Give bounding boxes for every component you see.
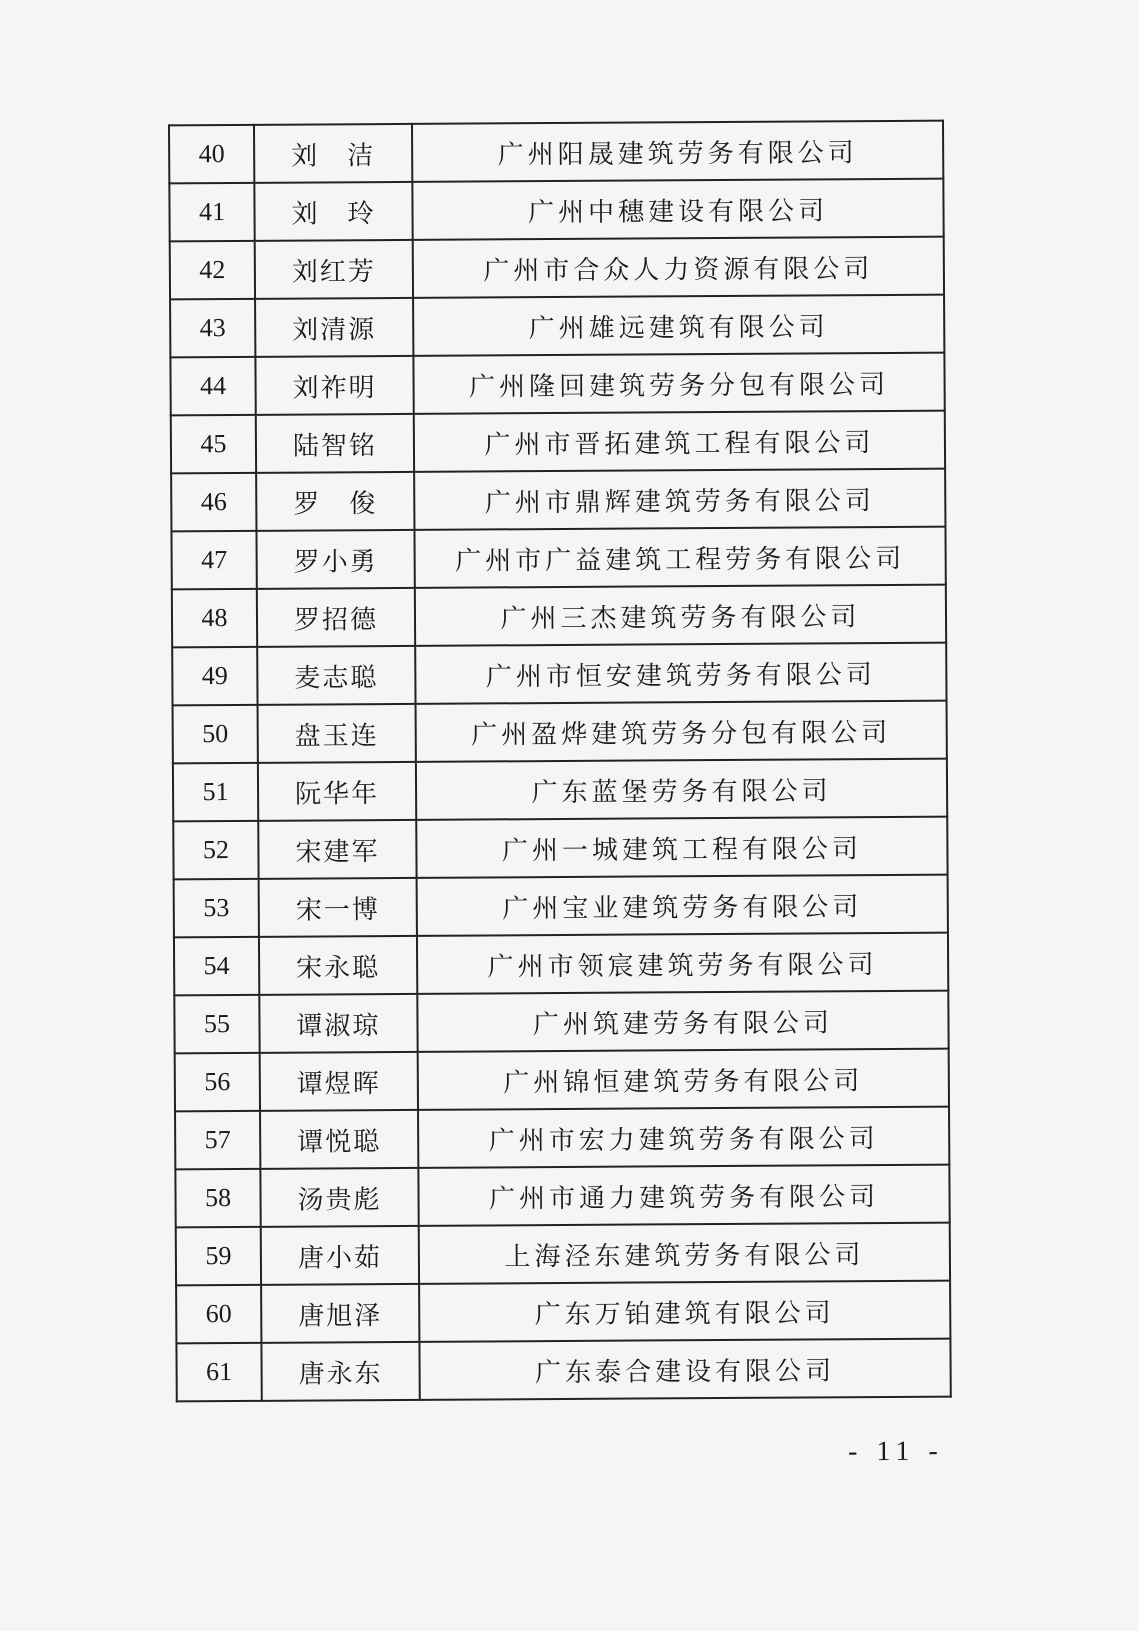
company-name: 广州锦恒建筑劳务有限公司 (418, 1049, 949, 1110)
table-row (170, 295, 944, 358)
company-name: 广州宝业建筑劳务有限公司 (417, 875, 948, 936)
company-name: 广州市宏力建筑劳务有限公司 (418, 1107, 949, 1168)
table-row (171, 527, 945, 590)
table-row (170, 237, 944, 300)
row-number: 50 (173, 705, 258, 764)
table-row (176, 1281, 950, 1344)
person-name: 罗小勇 (256, 530, 414, 589)
person-name: 盘玉连 (258, 704, 416, 763)
row-number: 46 (171, 473, 256, 532)
row-number: 60 (176, 1285, 261, 1344)
person-name: 唐旭泽 (261, 1284, 419, 1343)
row-number: 41 (169, 183, 254, 242)
person-name: 宋建军 (258, 820, 416, 879)
company-name: 广州阳晟建筑劳务有限公司 (412, 121, 943, 182)
person-name: 刘红芳 (255, 240, 413, 299)
company-name: 广东万铂建筑有限公司 (419, 1281, 950, 1342)
row-number: 56 (175, 1053, 260, 1112)
roster-table (168, 120, 952, 1403)
table-row (174, 991, 948, 1054)
person-name: 汤贵彪 (260, 1168, 418, 1227)
company-name: 广州隆回建筑劳务分包有限公司 (413, 353, 944, 414)
table-row (173, 701, 947, 764)
row-number: 42 (170, 241, 255, 300)
table-row (175, 1049, 949, 1112)
row-number: 48 (172, 589, 257, 648)
company-name: 广州市晋拓建筑工程有限公司 (414, 411, 945, 472)
company-name: 广州市通力建筑劳务有限公司 (418, 1165, 949, 1226)
company-name: 广州筑建劳务有限公司 (417, 991, 948, 1052)
page-number: - 11 - (848, 1435, 944, 1468)
table-row (176, 1339, 950, 1402)
row-number: 57 (175, 1111, 260, 1170)
company-name: 上海泾东建筑劳务有限公司 (419, 1223, 950, 1284)
row-number: 47 (171, 531, 256, 590)
person-name: 刘祚明 (255, 356, 413, 415)
person-name: 谭淑琼 (259, 994, 417, 1053)
company-name: 广州市鼎辉建筑劳务有限公司 (414, 469, 945, 530)
company-name: 广州市合众人力资源有限公司 (413, 237, 944, 298)
table-row (171, 411, 945, 474)
company-name: 广东泰合建设有限公司 (419, 1339, 950, 1400)
person-name: 罗 俊 (256, 472, 414, 531)
person-name: 宋永聪 (259, 936, 417, 995)
row-number: 44 (170, 357, 255, 416)
company-name: 广州市领宸建筑劳务有限公司 (417, 933, 948, 994)
row-number: 43 (170, 299, 255, 358)
table-row (174, 933, 948, 996)
person-name: 刘 洁 (254, 124, 412, 183)
person-name: 唐小茹 (261, 1226, 419, 1285)
company-name: 广州一城建筑工程有限公司 (416, 817, 947, 878)
row-number: 54 (174, 937, 259, 996)
table-row (174, 875, 948, 938)
row-number: 52 (173, 821, 258, 880)
row-number: 59 (176, 1227, 261, 1286)
roster-table-body (169, 121, 951, 1402)
row-number: 49 (172, 647, 257, 706)
row-number: 53 (174, 879, 259, 938)
table-row (173, 759, 947, 822)
row-number: 61 (176, 1343, 261, 1402)
table-row (170, 353, 944, 416)
person-name: 阮华年 (258, 762, 416, 821)
row-number: 55 (174, 995, 259, 1054)
person-name: 宋一博 (259, 878, 417, 937)
company-name: 广州市广益建筑工程劳务有限公司 (414, 527, 945, 588)
person-name: 谭悦聪 (260, 1110, 418, 1169)
person-name: 麦志聪 (257, 646, 415, 705)
table-row (169, 121, 943, 184)
person-name: 陆智铭 (256, 414, 414, 473)
company-name: 广州三杰建筑劳务有限公司 (415, 585, 946, 646)
table-row (171, 469, 945, 532)
table-row (172, 643, 946, 706)
company-name: 广州中穗建设有限公司 (412, 179, 943, 240)
row-number: 40 (169, 125, 254, 184)
company-name: 广州雄远建筑有限公司 (413, 295, 944, 356)
table-row (176, 1223, 950, 1286)
person-name: 谭煜晖 (260, 1052, 418, 1111)
person-name: 罗招德 (257, 588, 415, 647)
company-name: 广州市恒安建筑劳务有限公司 (415, 643, 946, 704)
table-row (169, 179, 943, 242)
table-row (173, 817, 947, 880)
row-number: 51 (173, 763, 258, 822)
row-number: 58 (175, 1169, 260, 1228)
table-row (175, 1165, 949, 1228)
company-name: 广东蓝堡劳务有限公司 (416, 759, 947, 820)
person-name: 刘清源 (255, 298, 413, 357)
row-number: 45 (171, 415, 256, 474)
person-name: 刘 玲 (254, 182, 412, 241)
company-name: 广州盈烨建筑劳务分包有限公司 (416, 701, 947, 762)
table-row (175, 1107, 949, 1170)
person-name: 唐永东 (261, 1342, 419, 1401)
table-row (172, 585, 946, 648)
